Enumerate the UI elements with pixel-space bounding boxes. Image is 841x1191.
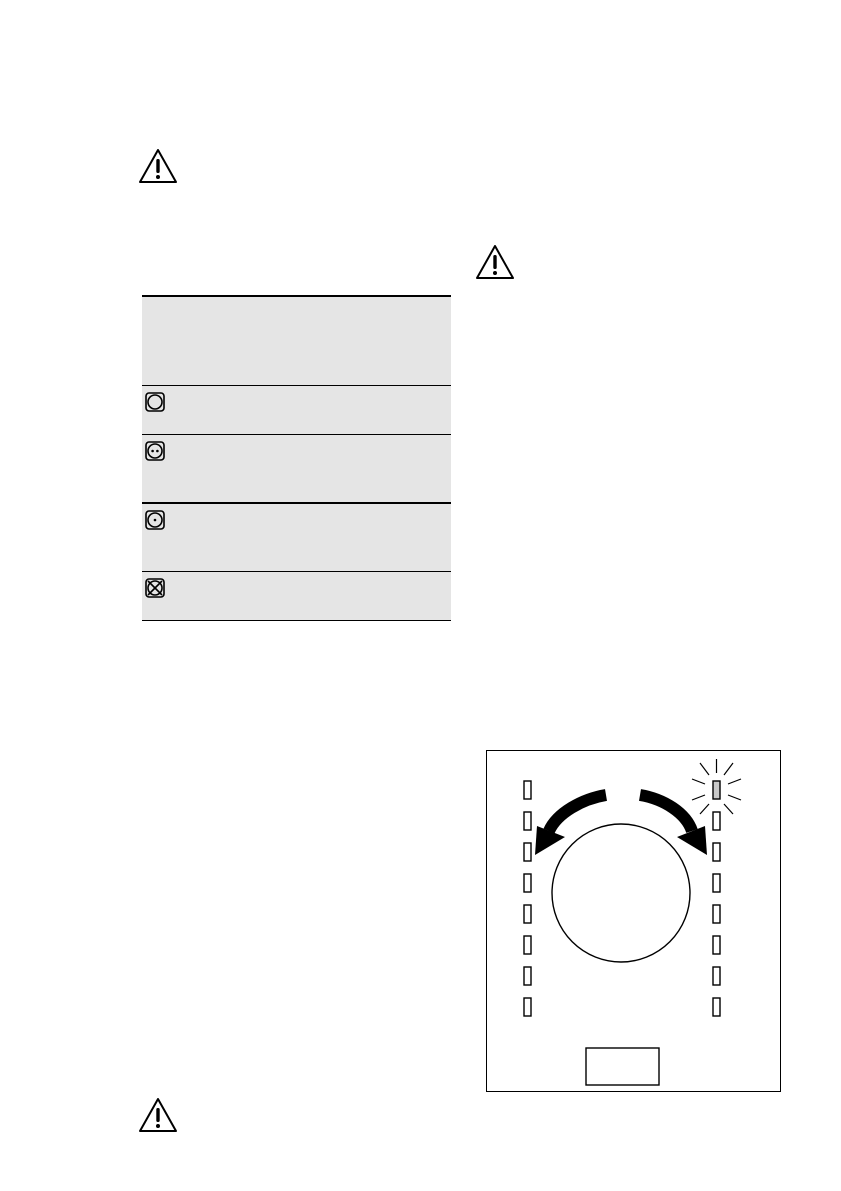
programme-selector-knob (552, 824, 690, 962)
indicator-light (524, 967, 531, 985)
indicator-light (713, 812, 720, 830)
warning-triangle-icon (138, 1097, 178, 1133)
tumble-dry-normal-temperature-icon (145, 441, 165, 461)
tumble-dry-permitted-icon (145, 392, 165, 412)
control-panel-illustration (486, 750, 781, 1092)
indicator-light (524, 843, 531, 861)
display-window (586, 1048, 659, 1085)
indicator-light (524, 998, 531, 1016)
table-row (142, 572, 451, 621)
indicators-left (524, 781, 531, 1016)
indicator-light (524, 874, 531, 892)
table-header (142, 295, 451, 386)
table-row (142, 435, 451, 504)
indicators-right (713, 781, 720, 1016)
do-not-tumble-dry-icon (145, 578, 165, 598)
indicator-light (713, 967, 720, 985)
indicator-light (713, 843, 720, 861)
indicator-light (524, 812, 531, 830)
table-row (142, 504, 451, 572)
indicator-light (713, 936, 720, 954)
indicator-light (524, 936, 531, 954)
table-row (142, 386, 451, 435)
tumble-dry-low-temperature-icon (145, 510, 165, 530)
indicator-light (713, 905, 720, 923)
warning-triangle-icon (138, 148, 178, 184)
indicator-light (713, 874, 720, 892)
indicator-light-blinking (713, 781, 720, 799)
indicator-light (524, 781, 531, 799)
warning-triangle-icon (475, 244, 515, 280)
care-symbol-table (142, 295, 451, 621)
indicator-light (713, 998, 720, 1016)
indicator-light (524, 905, 531, 923)
